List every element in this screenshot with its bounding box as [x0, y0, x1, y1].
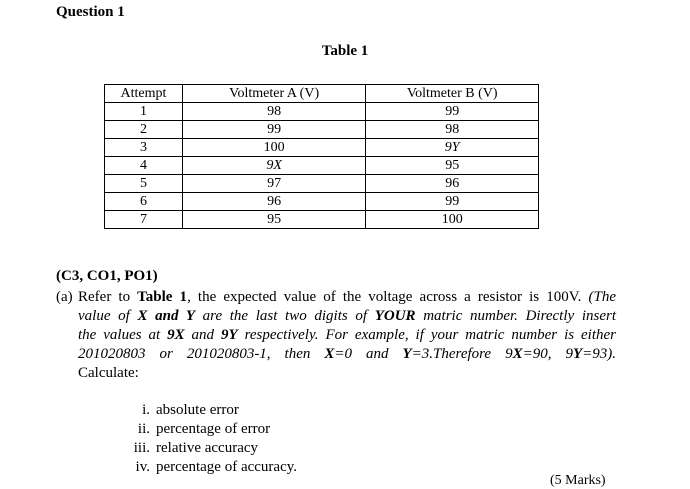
- cell-voltmeter-b: 96: [366, 175, 539, 193]
- text-run-bold: 9Y: [220, 327, 238, 343]
- sub-question-list: [126, 401, 297, 477]
- cell-voltmeter-a: 9X: [182, 157, 366, 175]
- list-item-text: percentage of error: [156, 421, 271, 437]
- text-run-bold: YOUR: [374, 308, 416, 324]
- table-title: [0, 43, 690, 60]
- header-voltmeter-b: Voltmeter B (V): [366, 85, 539, 103]
- list-item-number: ii.: [137, 421, 150, 437]
- text-run: and: [184, 327, 221, 343]
- cell-voltmeter-b: 99: [366, 103, 539, 121]
- text-run-bold: 9X: [167, 327, 185, 343]
- list-item-number: i.: [142, 402, 150, 418]
- header-attempt: Attempt: [105, 85, 183, 103]
- cell-voltmeter-b: 99: [366, 193, 539, 211]
- table-row: [105, 175, 539, 193]
- cell-voltmeter-a: 100: [182, 139, 366, 157]
- text-run: , the expected value of the voltage across a resistor is 100V.: [187, 289, 589, 305]
- cell-voltmeter-b: 98: [366, 121, 539, 139]
- part-a-line-3: [56, 326, 616, 345]
- cell-attempt: 6: [105, 193, 183, 211]
- text-run: =93).: [582, 346, 617, 362]
- table-header-row: [105, 85, 539, 103]
- part-a-line-2: [56, 307, 616, 326]
- text-run: 201020803 or 201020803-1, then: [78, 346, 325, 362]
- table-row: [105, 211, 539, 229]
- text-run-bold: Y: [572, 346, 583, 362]
- text-run: the values at: [78, 327, 168, 343]
- list-item-number: iv.: [135, 459, 150, 475]
- text-run: =0 and: [334, 346, 403, 362]
- list-item: [126, 458, 297, 477]
- part-a-line-4: [56, 345, 616, 364]
- cell-voltmeter-a: 96: [182, 193, 366, 211]
- part-a-label: (a): [56, 289, 73, 305]
- table-title-text: Table 1: [321, 43, 369, 59]
- cell-voltmeter-a: 97: [182, 175, 366, 193]
- text-run-bold: X: [324, 346, 335, 362]
- text-run-italic: (The: [588, 289, 616, 305]
- cell-attempt: 3: [105, 139, 183, 157]
- table-row: [105, 121, 539, 139]
- part-a-line-5: Calculate:: [78, 365, 139, 381]
- text-run: =3.Therefore 9: [411, 346, 513, 362]
- cell-voltmeter-b: 100: [366, 211, 539, 229]
- list-item-text: relative accuracy: [156, 440, 259, 456]
- text-run: matric number. Directly insert: [415, 308, 616, 324]
- cell-voltmeter-a: 95: [182, 211, 366, 229]
- text-run-bold: Table 1: [137, 289, 188, 305]
- cell-attempt: 5: [105, 175, 183, 193]
- list-item: [126, 420, 297, 439]
- text-run: Refer to: [78, 289, 138, 305]
- cell-voltmeter-b: 9Y: [366, 139, 539, 157]
- table-row: [105, 157, 539, 175]
- part-a-line-1: [56, 288, 616, 307]
- part-a-paragraph: [56, 288, 616, 383]
- cell-attempt: 1: [105, 103, 183, 121]
- cell-attempt: 2: [105, 121, 183, 139]
- question-title: Question 1: [56, 4, 125, 20]
- text-run: respectively. For example, if your matric number is either: [237, 327, 616, 343]
- cell-voltmeter-a: 99: [182, 121, 366, 139]
- list-item-number: iii.: [133, 440, 150, 456]
- cell-attempt: 4: [105, 157, 183, 175]
- list-item: [126, 401, 297, 420]
- list-item-text: absolute error: [156, 402, 239, 418]
- text-run-bold: X and Y: [137, 308, 196, 324]
- text-run: =90, 9: [522, 346, 573, 362]
- text-run: value of: [78, 308, 138, 324]
- table-row: [105, 139, 539, 157]
- text-run-bold: Y: [402, 346, 412, 362]
- section-code: (C3, CO1, PO1): [56, 268, 158, 284]
- header-voltmeter-a: Voltmeter A (V): [182, 85, 366, 103]
- text-run-bold: X: [512, 346, 523, 362]
- table-row: [105, 193, 539, 211]
- table-row: [105, 103, 539, 121]
- cell-voltmeter-a: 98: [182, 103, 366, 121]
- marks-label: (5 Marks): [550, 473, 606, 488]
- list-item-text: percentage of accuracy.: [156, 459, 298, 475]
- text-run: are the last two digits of: [195, 308, 375, 324]
- cell-voltmeter-b: 95: [366, 157, 539, 175]
- list-item: [126, 439, 297, 458]
- cell-attempt: 7: [105, 211, 183, 229]
- voltmeter-table: [104, 84, 539, 229]
